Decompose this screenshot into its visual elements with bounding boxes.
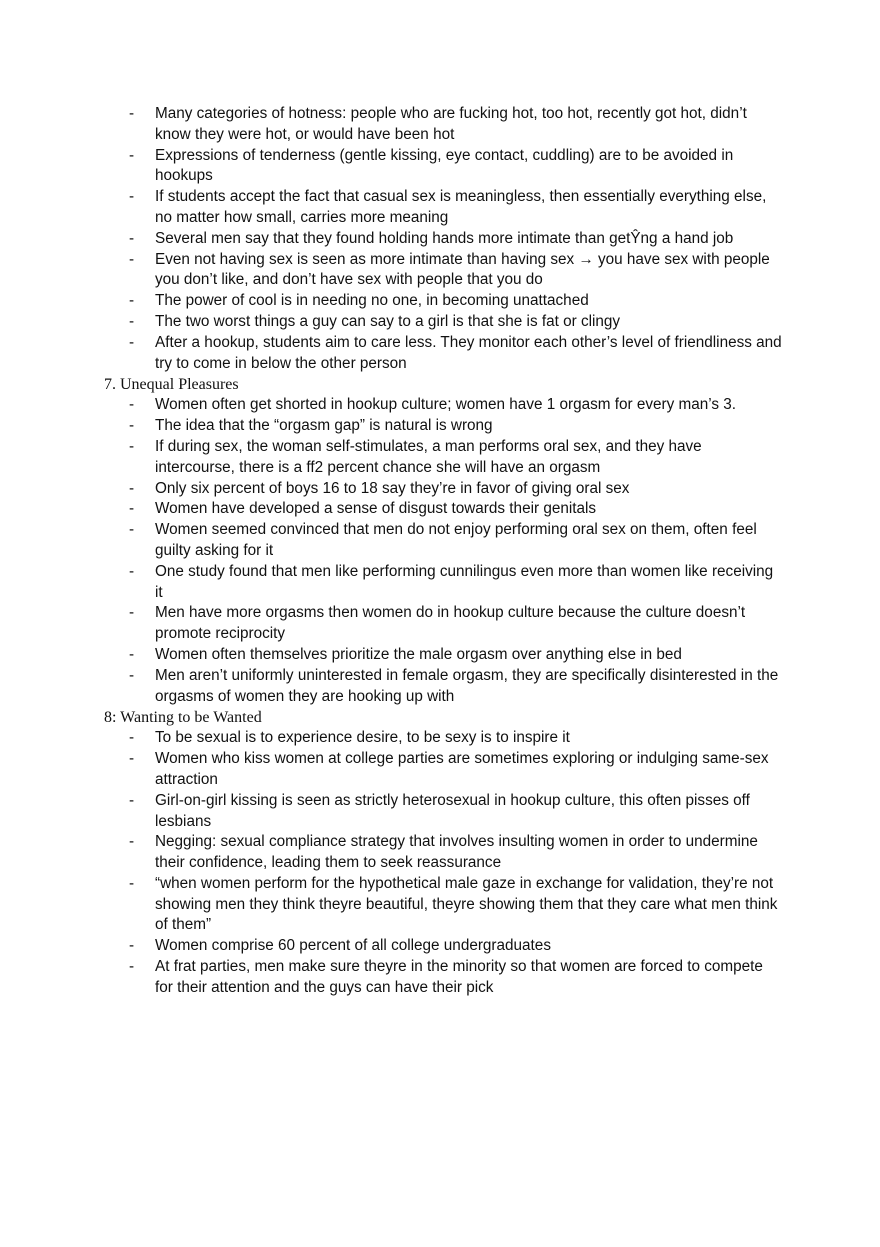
list-item-text: One study found that men like performing cunnilingus even more than women like receiving it [155, 562, 774, 601]
list-item: - Women often get shorted in hookup culture; women have 1 orgasm for every man’s 3. [129, 396, 737, 414]
section-heading-wanting-to-be-wanted: 8: Wanting to be Wanted [104, 709, 262, 727]
wanting-to-be-wanted-list [104, 728, 784, 998]
list-item: - The power of cool is in needing no one, in becoming unattached [129, 292, 589, 310]
list-item-text: Men have more orgasms then women do in hookup culture because the culture doesn’t promote reciprocity [155, 604, 746, 643]
list-item-text: “when women perform for the hypothetical male gaze in exchange for validation, they’re not showing men they think theyre beautiful, theyre showing them that they care what men think of them” [155, 874, 778, 934]
list-item-text: If during sex, the woman self-stimulates, a man performs oral sex, and they have intercourse, there is a ff2 percent chance she will have an orgasm [155, 437, 702, 476]
list-item: - The idea that the “orgasm gap” is natural is wrong [129, 417, 493, 435]
list-item: - After a hookup, students aim to care less. They monitor each other’s level of friendliness and try to come in below the other person [129, 333, 782, 372]
list-item: - Expressions of tenderness (gentle kissing, eye contact, cuddling) are to be avoided in hookups [129, 146, 734, 185]
list-item-text: The two worst things a guy can say to a girl is that she is fat or clingy [155, 312, 621, 330]
list-item-text: Women seemed convinced that men do not enjoy performing oral sex on them, often feel guilty asking for it [155, 521, 757, 559]
list-item: - Many categories of hotness: people who are fucking hot, too hot, recently got hot, didn’t know they were hot, or would have been hot [129, 105, 747, 143]
list-item-text: Women often get shorted in hookup culture; women have 1 orgasm for every man’s 3. [155, 396, 737, 414]
document-content [104, 104, 784, 999]
list-item-text: Many categories of hotness: people who are fucking hot, too hot, recently got hot, didn’t know they were hot, or would have been hot [155, 105, 747, 143]
list-item-text: The power of cool is in needing no one, in becoming unattached [155, 292, 589, 310]
list-item-text: Only six percent of boys 16 to 18 say they’re in favor of giving oral sex [155, 479, 630, 497]
list-item-text: Men aren’t uniformly uninterested in female orgasm, they are specifically disinterested in the orgasms of women they are hooking up with [155, 666, 779, 705]
list-item-text: Expressions of tenderness (gentle kissing, eye contact, cuddling) are to be avoided in hookups [155, 146, 734, 185]
list-item-text: Several men say that they found holding hands more intimate than getŶng a hand job [155, 229, 734, 247]
list-item: - Even not having sex is seen as more intimate than having sex → you have sex with people you don’t like, and don’t have sex with people that you do [129, 250, 770, 289]
list-item-text: To be sexual is to experience desire, to be sexy is to inspire it [155, 729, 570, 747]
list-item: - If students accept the fact that casual sex is meaningless, then essentially everything else, no matter how small, carries more meaning [129, 188, 767, 226]
list-item-text: Women often themselves prioritize the male orgasm over anything else in bed [155, 645, 682, 663]
list-item: - Only six percent of boys 16 to 18 say they’re in favor of giving oral sex [129, 479, 630, 497]
list-item: - Women comprise 60 percent of all college undergraduates [129, 937, 551, 955]
list-item: - “when women perform for the hypothetical male gaze in exchange for validation, they’re not showing men they think theyre beautiful, theyre showing them that they care what men think of them” [129, 874, 778, 934]
list-item: - Men have more orgasms then women do in hookup culture because the culture doesn’t promote reciprocity [129, 604, 746, 643]
list-item: - Women seemed convinced that men do not enjoy performing oral sex on them, often feel guilty asking for it [129, 521, 757, 559]
unequal-pleasures-list [104, 395, 784, 707]
list-item: - Women have developed a sense of disgust towards their genitals [129, 500, 597, 518]
list-item: - Girl-on-girl kissing is seen as strictly heterosexual in hookup culture, this often pisses off lesbians [129, 791, 750, 830]
list-item-text: Negging: sexual compliance strategy that involves insulting women in order to undermine their confidence, leading them to seek reassurance [155, 833, 758, 872]
list-item: - If during sex, the woman self-stimulates, a man performs oral sex, and they have intercourse, there is a ff2 percent chance she will have an orgasm [129, 437, 702, 476]
list-item-text: Women comprise 60 percent of all college undergraduates [155, 937, 551, 955]
list-item: - One study found that men like performing cunnilingus even more than women like receiving it [129, 562, 774, 601]
list-item-text: The idea that the “orgasm gap” is natural is wrong [155, 417, 493, 435]
list-item: - Negging: sexual compliance strategy that involves insulting women in order to undermine their confidence, leading them to seek reassurance [129, 833, 758, 872]
intro-bullet-list [104, 104, 784, 374]
list-item-text: After a hookup, students aim to care less. They monitor each other’s level of friendliness and try to come in below the other person [155, 333, 782, 372]
list-item-text: At frat parties, men make sure theyre in the minority so that women are forced to compete for their attention and the guys can have their pick [155, 958, 763, 996]
list-item-text: Women who kiss women at college parties are sometimes exploring or indulging same-sex attraction [155, 750, 769, 788]
list-item: - At frat parties, men make sure theyre in the minority so that women are forced to compete for their attention and the guys can have their pick [129, 958, 763, 996]
list-item: - Several men say that they found holding hands more intimate than getŶng a hand job [129, 229, 734, 247]
list-item-text: Even not having sex is seen as more intimate than having sex → you have sex with people you don’t like, and don’t have sex with people that you do [155, 250, 770, 289]
list-item: - Men aren’t uniformly uninterested in female orgasm, they are specifically disinterested in the orgasms of women they are hooking up with [129, 666, 779, 705]
list-item-text: Women have developed a sense of disgust towards their genitals [155, 500, 597, 518]
list-item-text: Girl-on-girl kissing is seen as strictly heterosexual in hookup culture, this often pisses off lesbians [155, 791, 750, 830]
list-item: - The two worst things a guy can say to a girl is that she is fat or clingy [129, 312, 621, 330]
list-item: - Women who kiss women at college parties are sometimes exploring or indulging same-sex attraction [129, 750, 769, 788]
list-item-text: If students accept the fact that casual sex is meaningless, then essentially everything else, no matter how small, carries more meaning [155, 188, 767, 226]
list-item: - Women often themselves prioritize the male orgasm over anything else in bed [129, 645, 682, 663]
list-item: - To be sexual is to experience desire, to be sexy is to inspire it [129, 729, 570, 747]
section-heading-unequal-pleasures: 7. Unequal Pleasures [104, 376, 239, 394]
